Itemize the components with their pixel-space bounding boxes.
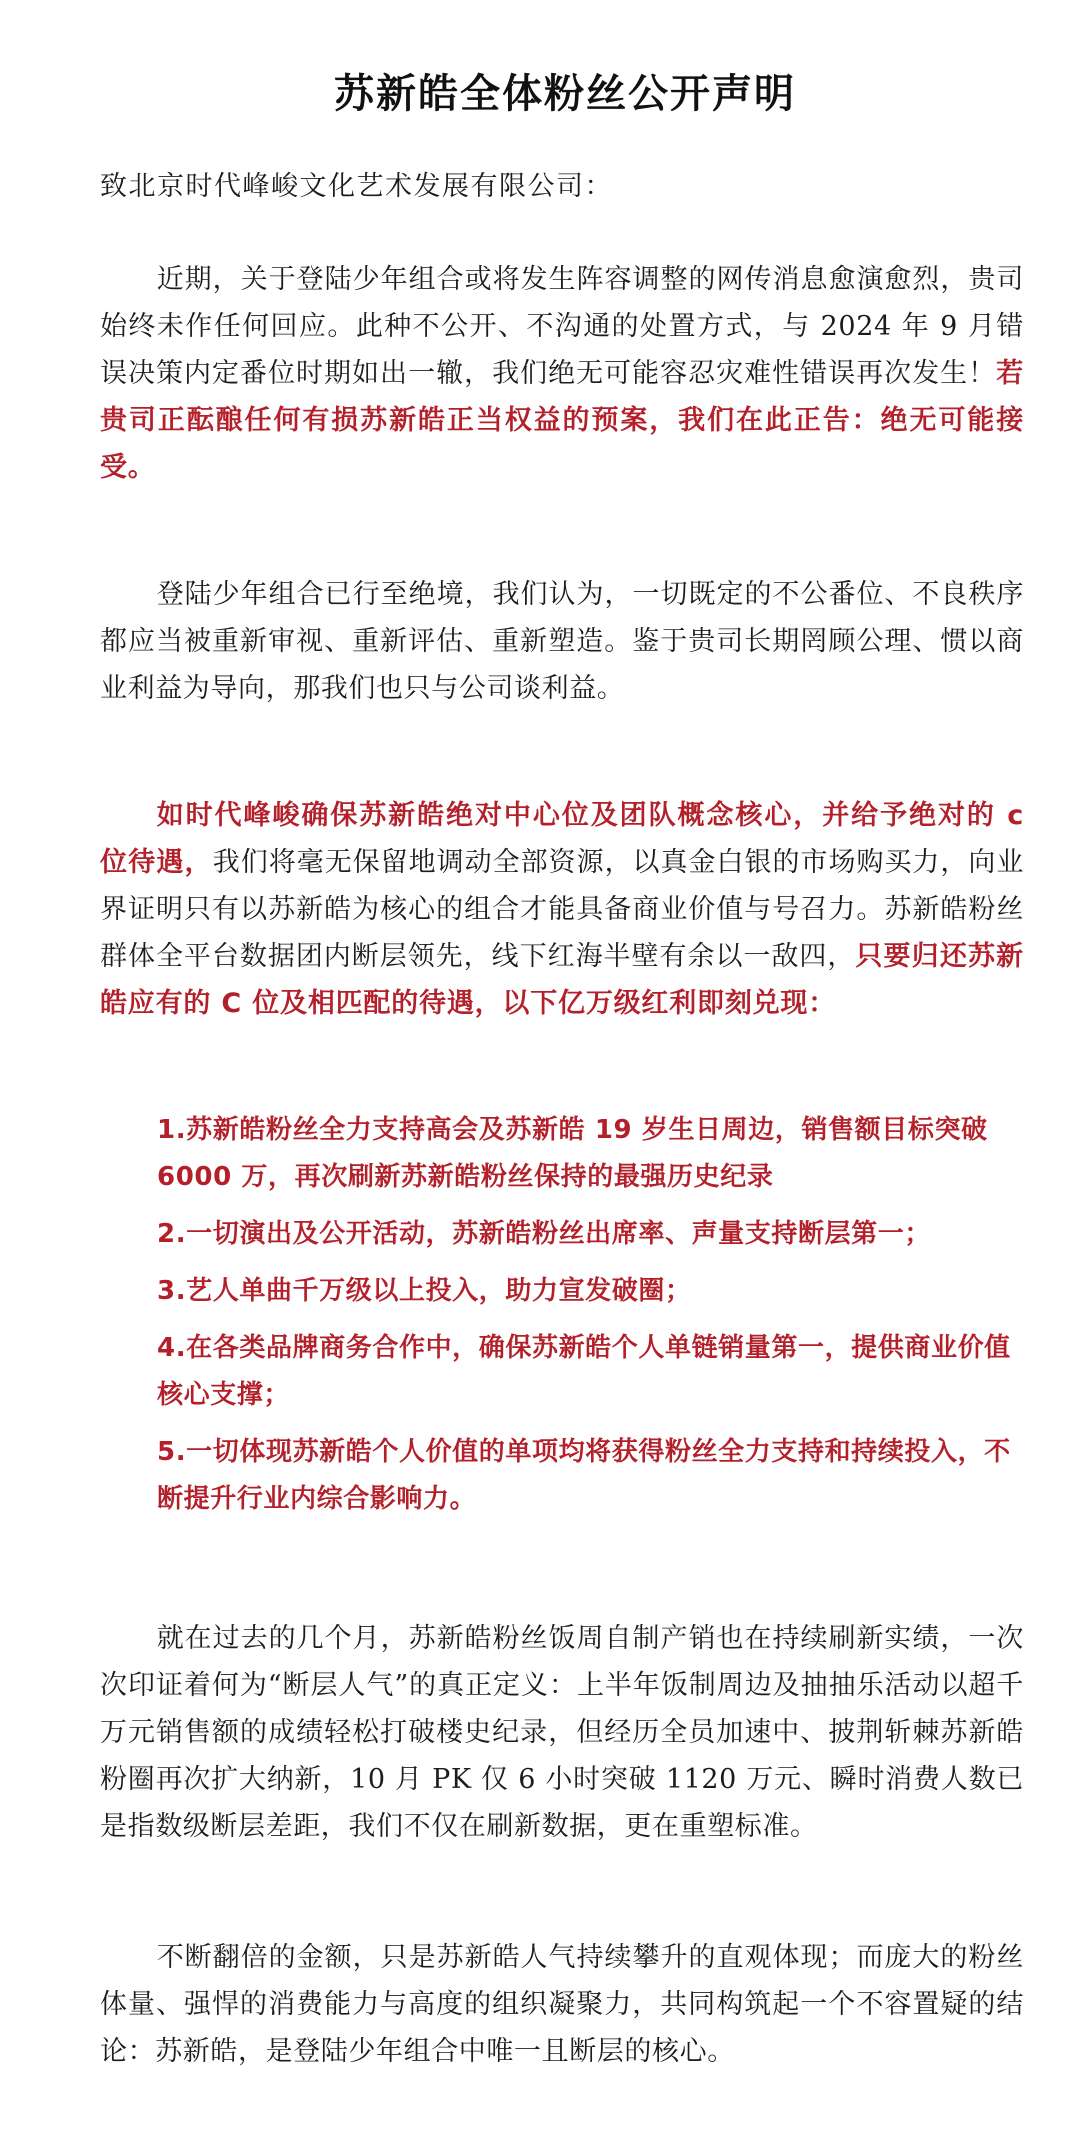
warning-highlight: 若贵司正酝酿任何有损苏新皓正当权益的预案，我们在此正告：绝无可能接受。	[100, 358, 1024, 483]
document-title: 苏新皓全体粉丝公开声明	[334, 71, 796, 117]
paragraph-recent-news	[100, 256, 1024, 491]
benefit-item-5: 5.一切体现苏新皓个人价值的单项均将获得粉丝全力支持和持续投入，不断提升行业内综合影响力。	[157, 1437, 1011, 1514]
benefit-item-4: 4.在各类品牌商务合作中，确保苏新皓个人单链销量第一，提供商业价值核心支撑；	[157, 1333, 1011, 1410]
demand-highlight-center: 如时代峰峻确保苏新皓绝对中心位及团队概念核心，并给予绝对的 c 位待遇，	[100, 800, 1024, 878]
paragraph-demands	[100, 792, 1024, 1027]
benefit-item-1: 1.苏新皓粉丝全力支持高会及苏新皓 19 岁生日周边，销售额目标突破 6000 万，再次刷新苏新皓粉丝保持的最强历史纪录	[157, 1115, 988, 1192]
benefits-list	[100, 1107, 1024, 1523]
benefit-item-3: 3.艺人单曲千万级以上投入，助力宣发破圈；	[157, 1276, 692, 1306]
paragraph-achievements: 就在过去的几个月，苏新皓粉丝饭周自制产销也在持续刷新实绩，一次次印证着何为“断层人气”的真正定义：上半年饭制周边及抽抽乐活动以超千万元销售额的成绩轻松打破楼史纪录，但经历全员加速中、披荆斩棘苏新皓粉圈再次扩大纳新，10 月 PK 仅 6 小时突破 1120 万元、瞬时消费人数已是指数级断层差距，我们不仅在刷新数据，更在重塑标准。	[100, 1623, 1024, 1842]
benefit-item-2: 2.一切演出及公开活动，苏新皓粉丝出席率、声量支持断层第一；	[157, 1219, 931, 1249]
addressee-line: 致北京时代峰峻文化艺术发展有限公司：	[100, 171, 613, 202]
paragraph-situation: 登陆少年组合已行至绝境，我们认为，一切既定的不公番位、不良秩序都应当被重新审视、重新评估、重新塑造。鉴于贵司长期罔顾公理、惯以商业利益为导向，那我们也只与公司谈利益。	[100, 579, 1024, 704]
paragraph-demands-text: 我们将毫无保留地调动全部资源，以真金白银的市场购买力，向业界证明只有以苏新皓为核心的组合才能具备商业价值与号召力。苏新皓粉丝群体全平台数据团内断层领先，线下红海半壁有余以一敌四，	[100, 847, 1024, 972]
demand-highlight-c-position: 只要归还苏新皓应有的 C 位及相匹配的待遇，以下亿万级红利即刻兑现：	[100, 941, 1024, 1019]
paragraph-conclusion: 不断翻倍的金额，只是苏新皓人气持续攀升的直观体现；而庞大的粉丝体量、强悍的消费能力与高度的组织凝聚力，共同构筑起一个不容置疑的结论：苏新皓，是登陆少年组合中唯一且断层的核心。	[100, 1942, 1024, 2067]
paragraph-recent-news-text: 近期，关于登陆少年组合或将发生阵容调整的网传消息愈演愈烈，贵司始终未作任何回应。此种不公开、不沟通的处置方式，与 2024 年 9 月错误决策内定番位时期如出一辙，我们绝无可能容忍灾难性错误再次发生！	[100, 264, 1024, 389]
